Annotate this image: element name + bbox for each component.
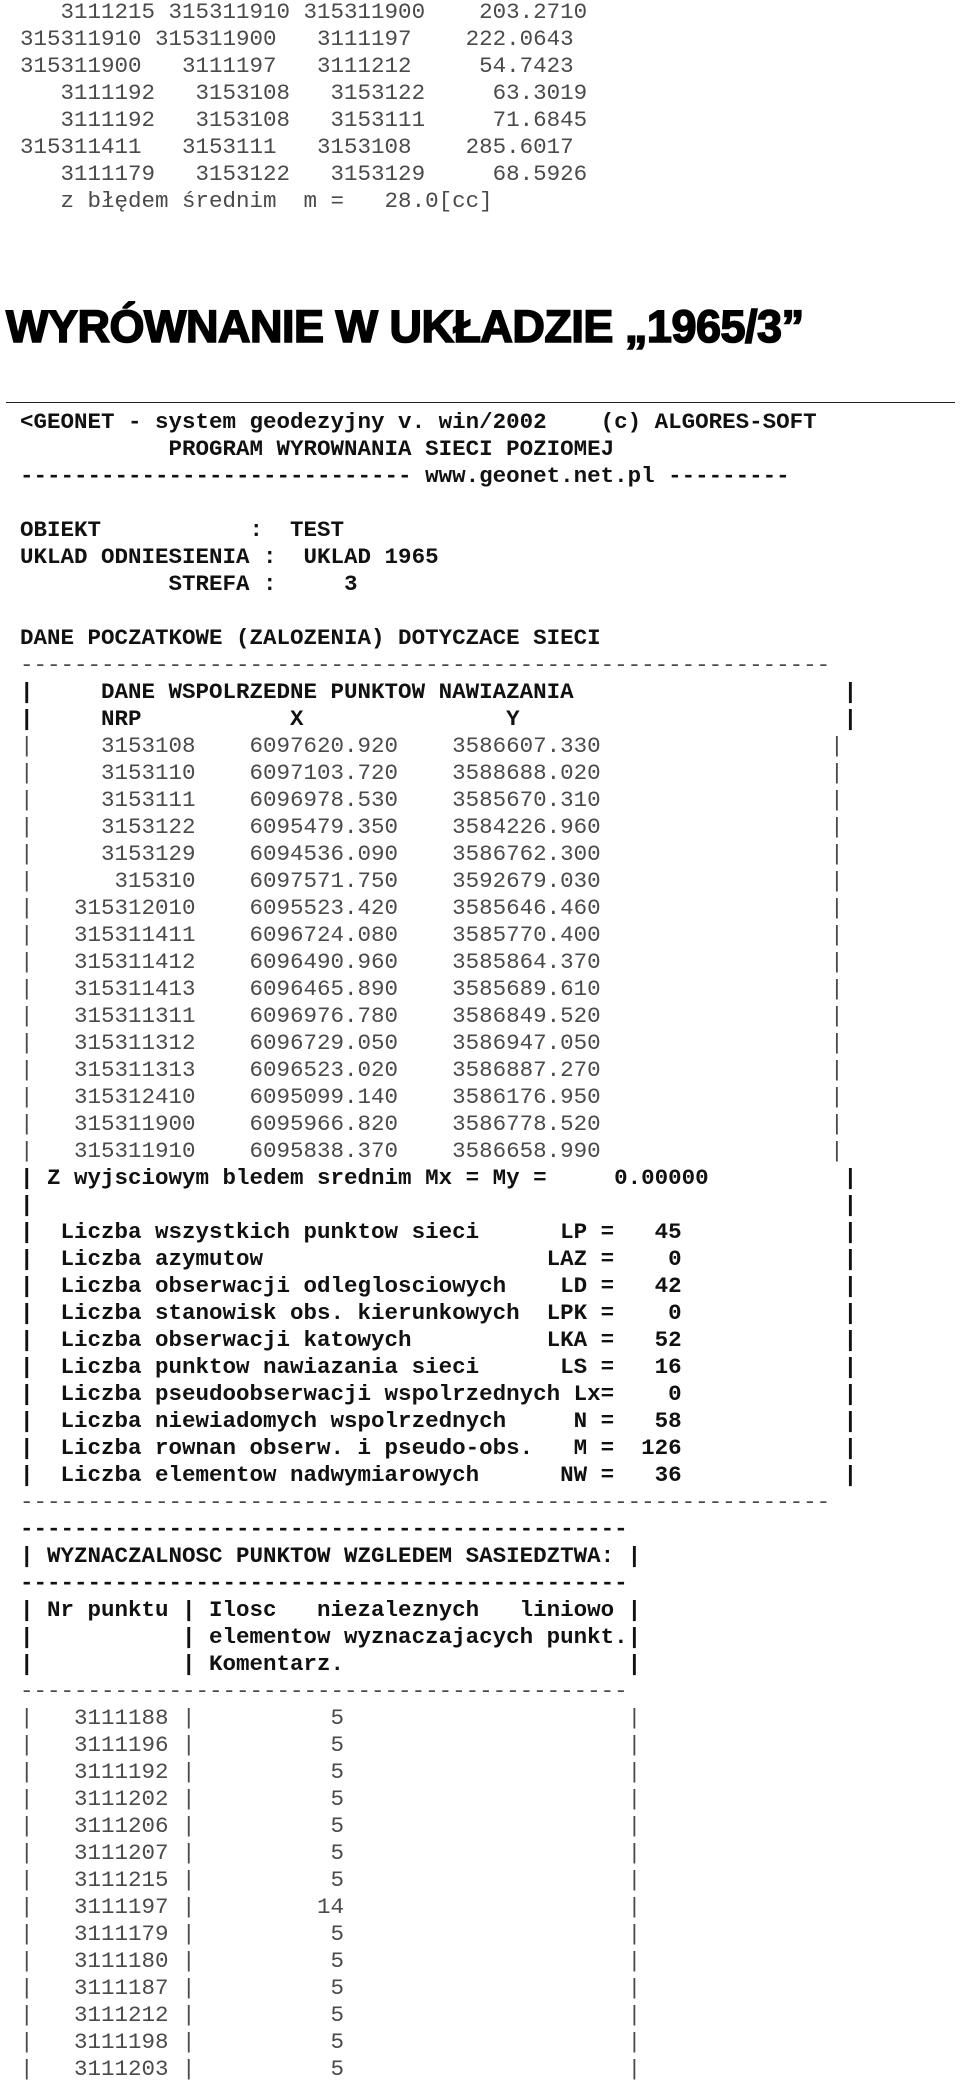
separator-dashes: ------------------------------------------------------------ xyxy=(20,1489,831,1515)
determinability-table-header: --------------------------------------------- | WYZNACZALNOSC PUNKTOW WZGLEDEM SASIEDZTWA: | --------------------------------------------- | Nr punktu | Ilosc niezaleznych liniowo | | | elementow wyznaczajacych punkt.| | | Komentarz. | xyxy=(20,1516,642,1677)
determinability-table: | 3111188 | 5 | | 3111196 | 5 | | 3111192 | 5 | | 3111202 | 5 | | 3111206 | 5 | | 3111207 | 5 | | 3111215 | 5 | | 3111197 | 14 | | 3111179 | 5 | | 3111180 | 5 | | 3111187 | 5 | | 3111212 | 5 | | 3111198 | 5 | | 3111203 | 5 | xyxy=(20,1705,642,2082)
network-statistics: | Z wyjsciowym bledem srednim Mx = My = 0.00000 | | | | Liczba wszystkich punktow sieci LP = 45 | | Liczba azymutow LAZ = 0 | | Liczba obserwacji odleglosciowych LD = 42 | | Liczba stanowisk obs. kierunkowych LPK = 0 | | Liczba obserwacji katowych LKA = 52 | | Liczba punktow nawiazania sieci LS = 16 | | Liczba pseudoobserwacji wspolrzednych Lx= 0 | | Liczba niewiadomych wspolrzednych N = 58 | | Liczba rownan obserw. i pseudo-obs. M = 126 | | Liczba elementow nadwymiarowych NW = 36 | xyxy=(20,1165,858,1488)
reference-points-table-header: | DANE WSPOLRZEDNE PUNKTOW NAWIAZANIA | | NRP X Y | xyxy=(20,679,858,732)
reference-points-table: | 3153108 6097620.920 3586607.330 | | 3153110 6097103.720 3588688.020 | | 3153111 6096978.530 3585670.310 | | 3153122 6095479.350 3584226.960 | | 3153129 6094536.090 3586762.300 | | 315310 6097571.750 3592679.030 | | 315312010 6095523.420 3585646.460 | | 315311411 6096724.080 3585770.400 | | 315311412 6096490.960 3585864.370 | | 315311413 6096465.890 3585689.610 | | 315311311 6096976.780 3586849.520 | | 315311312 6096729.050 3586947.050 | | 315311313 6096523.020 3586887.270 | | 315312410 6095099.140 3586176.950 | | 315311900 6095966.820 3586778.520 | | 315311910 6095838.370 3586658.990 | xyxy=(20,733,844,1164)
horizontal-rule xyxy=(6,402,955,403)
previous-results-block: 3111215 315311910 315311900 203.2710 315311910 315311900 3111197 222.0643 315311900 3111197 3111212 54.7423 3111192 3153108 3153122 63.3019 3111192 3153108 3153111 71.6845 315311411 3153111 3153108 285.6017 3111179 3153122 3153129 68.5926 z błędem średnim m = 28.0[cc] xyxy=(20,0,588,214)
separator-dashes: ------------------------------------------------------------ xyxy=(20,652,831,678)
section-heading: WYRÓWNANIE W UKŁADZIE „1965/3” xyxy=(6,301,804,352)
program-header: <GEONET - system geodezyjny v. win/2002 (c) ALGORES-SOFT PROGRAM WYROWNANIA SIECI POZIOMEJ ----------------------------- www.geonet.net.pl --------- OBIEKT : TEST UKLAD ODNIESIENIA : UKLAD 1965 STREFA : 3 DANE POCZATKOWE (ZALOZENIA) DOTYCZACE SIECI xyxy=(20,409,817,651)
separator-dashes: --------------------------------------------- xyxy=(20,1678,628,1704)
